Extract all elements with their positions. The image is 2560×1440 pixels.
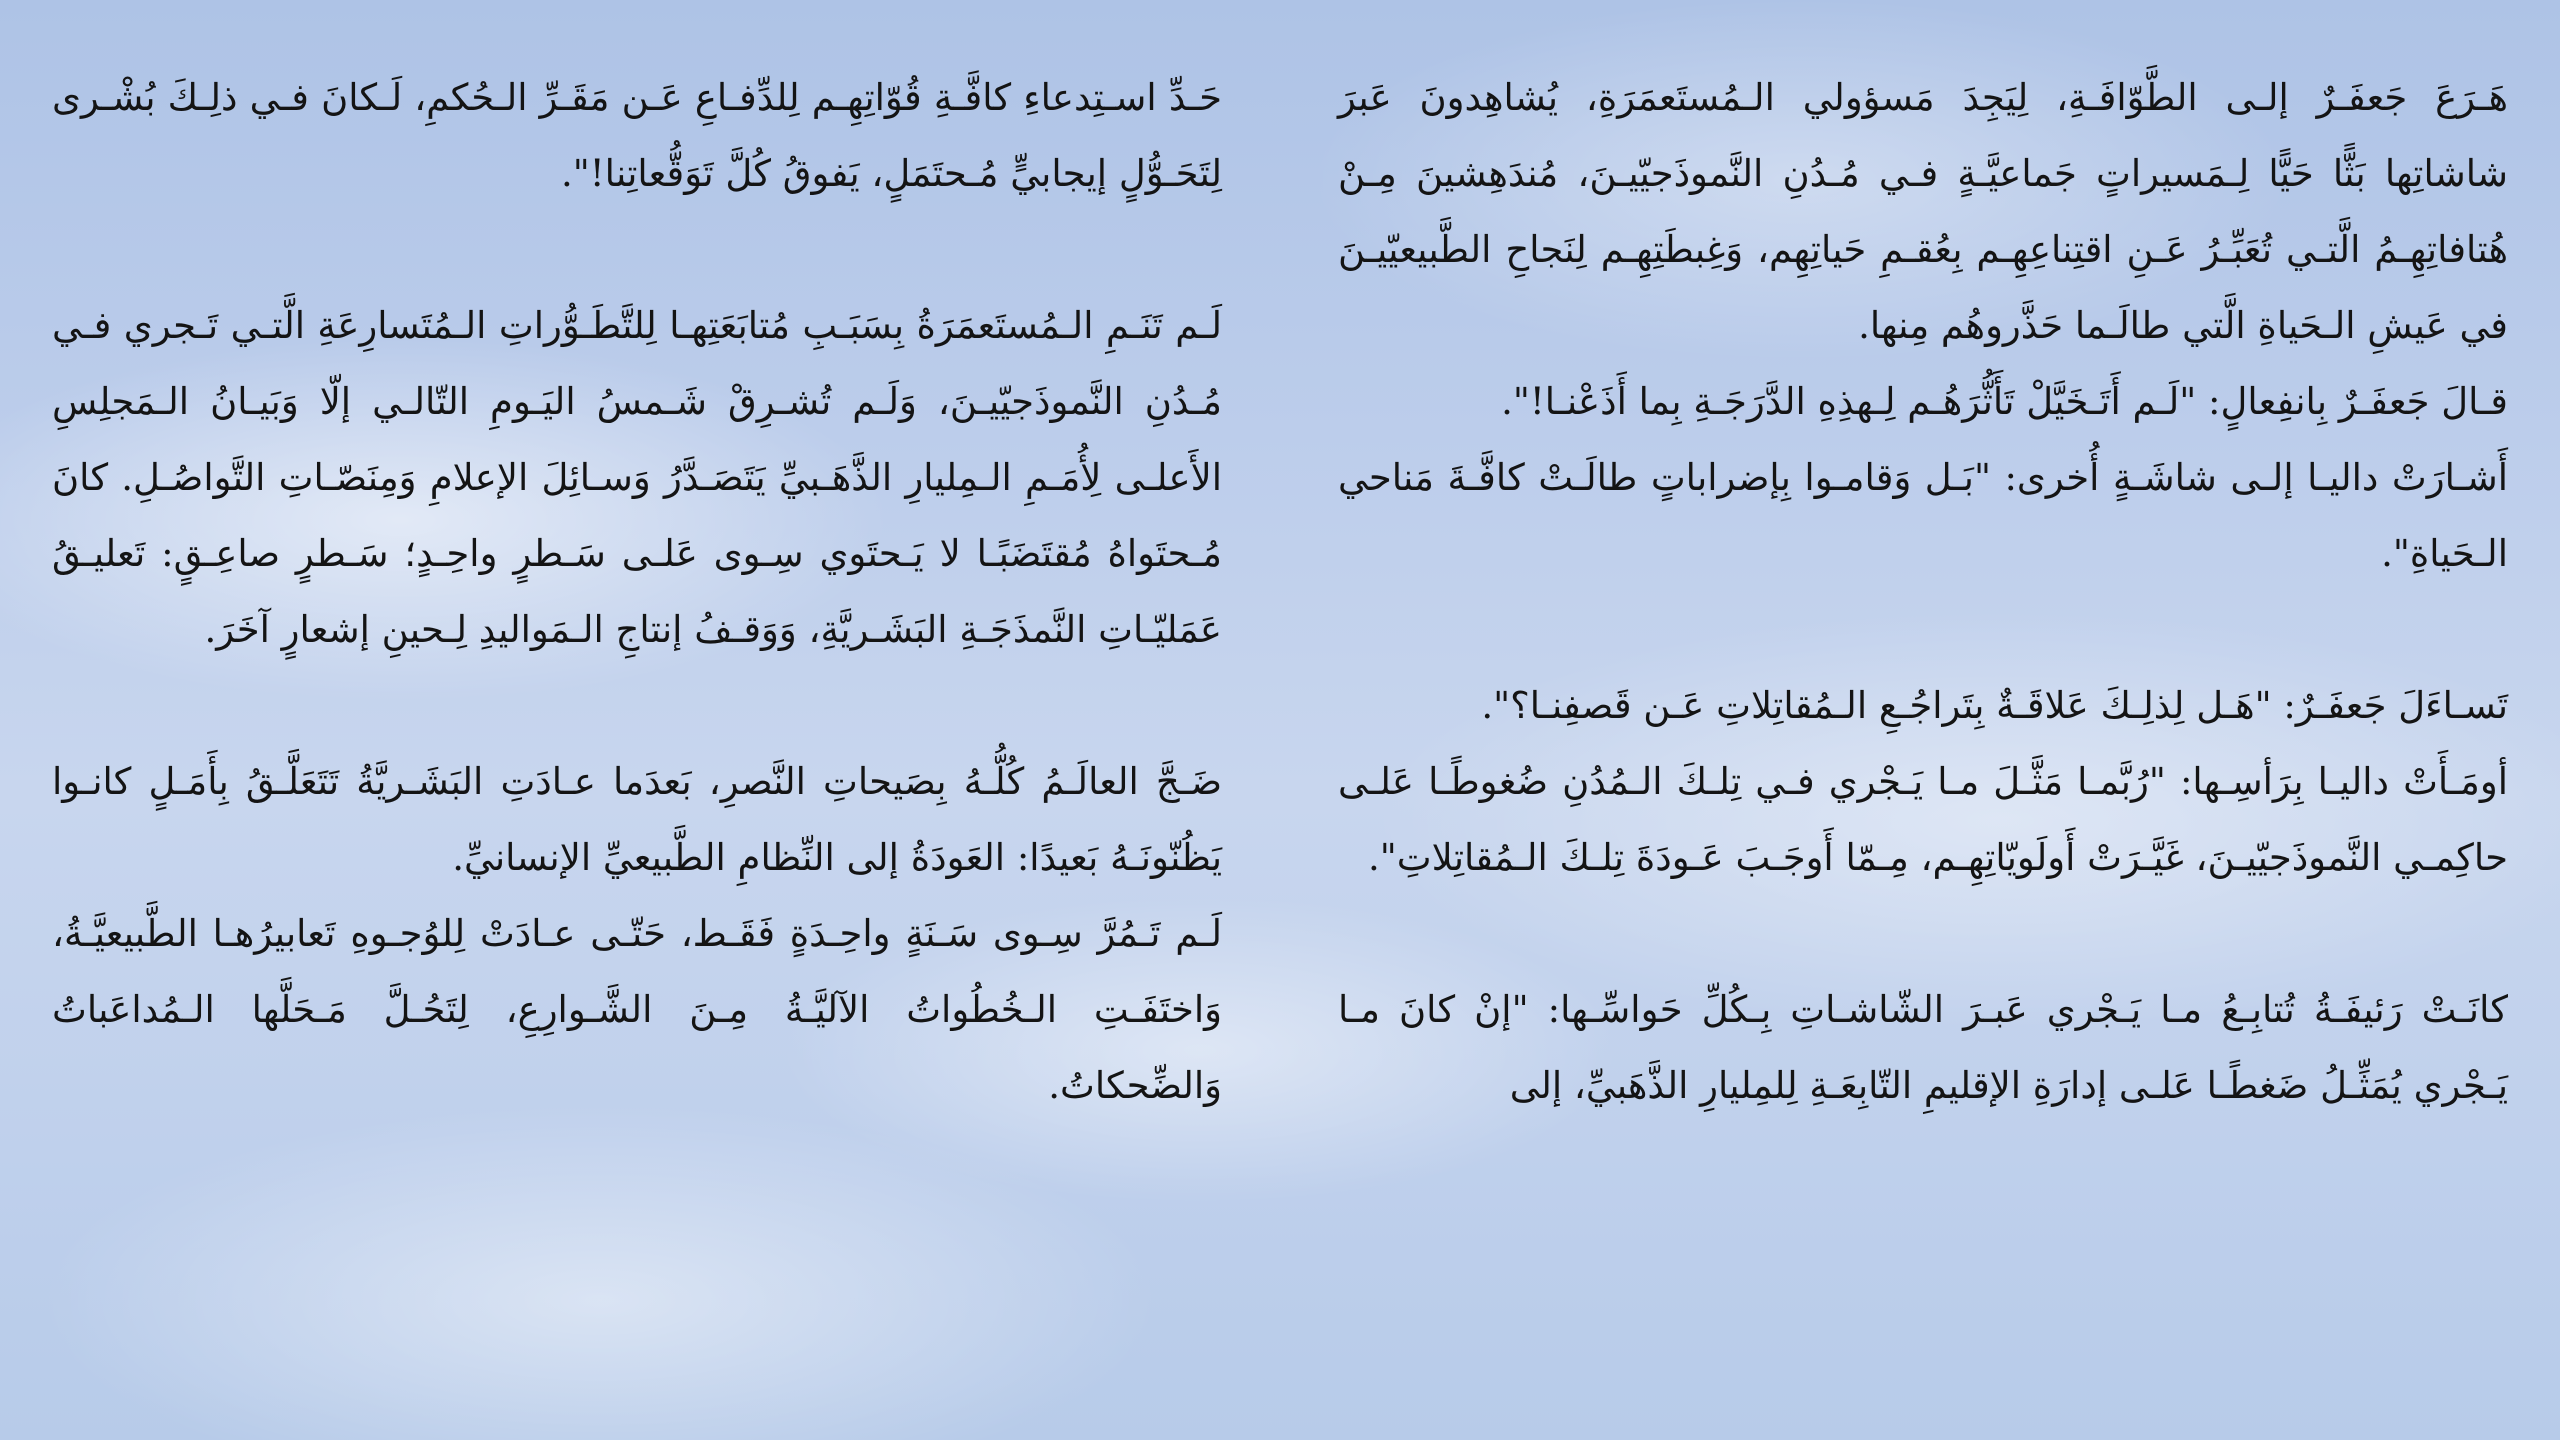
paragraph: حَـدِّ اسـتِدعاءِ كافَّـةِ قُوّاتِهِـم لِلدِّفـاعِ عَـن مَقَـرِّ الـحُكمِ، لَـكانَ فـي ذلِـكَ بُشْـرى لِتَحَـوُّلٍ إيجابيٍّ مُـحتَمَلٍ، يَفوقُ كُلَّ تَوَقُّعاتِنا!". xyxy=(52,76,1222,195)
paragraph: لَـم تَنَـمِ الـمُستَعمَرَةُ بِسَبَـبِ مُتابَعَتِهـا لِلتَّطَـوُّراتِ الـمُتَسارِعَةِ الَّتـي تَـجري فـي مُـدُنِ النَّموذَجيّيـنَ، وَلَـم تُشـرِقْ شَـمسُ اليَـومِ التّالـي إلّا وَبَيـانُ الـمَجلِسِ الأَعلـى لِأُمَـمِ الـمِليارِ الذَّهَـبيِّ يَتَصَـدَّرُ وَسـائِلَ الإعلامِ وَمِنَصّـاتِ التَّواصُـلِ. كانَ مُـحتَواهُ مُقتَضَبًـا لا يَـحتَوي سِـوى عَلـى سَـطرٍ واحِـدٍ؛ سَـطرٍ صاعِـقٍ: تَعليـقُ عَمَليّـاتِ النَّمذَجَـةِ البَشَـريَّةِ، وَوَقـفُ إنتاجِ الـمَواليدِ لِـحينِ إشعارٍ آخَرَ. xyxy=(52,304,1222,651)
left-column xyxy=(52,60,1222,1440)
paragraph: كانَـتْ رَئيفَـةُ تُتابِـعُ مـا يَـجْري عَبـرَ الشّاشـاتِ بِـكُلِّ حَواسِّـها: "إنْ كانَ مـا يَـجْري يُمَثِّـلُ ضَغطًـا عَلـى إدارَةِ الإقليمِ التّابِعَـةِ لِلمِليارِ الذَّهَبيِّ، إلى xyxy=(1338,988,2508,1107)
paragraph: قـالَ جَعفَـرٌ بِانفِعالٍ: "لَـم أَتَـخَيَّلْ تَأَثُّرَهُـم لِـهذِهِ الدَّرَجَـةِ بِما أَذَعْنـا!". xyxy=(1501,380,2508,423)
paragraph: أَشـارَتْ داليـا إلـى شاشَـةٍ أُخرى: "بَـل وَقامـوا بِإضراباتٍ طالَـتْ كافَّـةَ مَناحي الـحَياةِ". xyxy=(1338,456,2508,575)
paragraph: هَـرَعَ جَعفَـرٌ إلـى الطَّوّافَـةِ، لِيَجِدَ مَسؤولي الـمُستَعمَرَةِ، يُشاهِدونَ عَبرَ شاشاتِها بَثًّا حَيًّا لِـمَسيراتٍ جَماعيَّـةٍ فـي مُـدُنِ النَّموذَجيّيـنَ، مُندَهِشينَ مِـنْ هُتافاتِهِـمُ الَّتـي تُعَبِّـرُ عَـنِ اقتِناعِهِـم بِعُقـمِ حَياتِهِم، وَغِبطَتِهِـم لِنَجاحِ الطَّبيعيّيـنَ في عَيشِ الـحَياةِ الَّتي طالَـما حَذَّروهُم مِنها. xyxy=(1338,76,2508,347)
paragraph: تَسـاءَلَ جَعفَـرٌ: "هَـل لِذلِـكَ عَلاقَـةٌ بِتَراجُـعِ الـمُقاتِلاتِ عَـن قَصفِنـا؟". xyxy=(1481,684,2508,727)
paragraph: لَـم تَـمُرَّ سِـوى سَـنَةٍ واحِـدَةٍ فَقَـط، حَتّـى عـادَتْ لِلوُجـوهِ تَعابيرُهـا الطَّبيعيَّـةُ، وَاختَفَـتِ الـخُطُواتُ الآليَّـةُ مِـنَ الشَّـوارِعِ، لِتَحُـلَّ مَـحَلَّها الـمُداعَباتُ وَالضِّحكاتُ. xyxy=(52,912,1222,1107)
right-column xyxy=(1338,60,2508,1440)
paragraph: ضَـجَّ العالَـمُ كُلُّـهُ بِصَيحاتِ النَّصرِ، بَعدَما عـادَتِ البَشَـريَّةُ تَتَعَلَّـقُ بِأَمَـلٍ كانـوا يَظُنّونَـهُ بَعيدًا: العَودَةُ إلى النِّظامِ الطَّبيعيِّ الإنسانيِّ. xyxy=(52,760,1222,879)
paragraph: أومَـأَتْ داليـا بِرَأسِـها: "رُبَّمـا مَثَّـلَ مـا يَـجْري فـي تِلـكَ الـمُدُنِ ضُغوطًـا عَلـى حاكِمـي النَّموذَجيّيـنَ، غَيَّـرَتْ أَولَويّاتِهِـم، مِـمّا أَوجَـبَ عَـودَةَ تِلـكَ الـمُقاتِلاتِ". xyxy=(1338,760,2508,879)
